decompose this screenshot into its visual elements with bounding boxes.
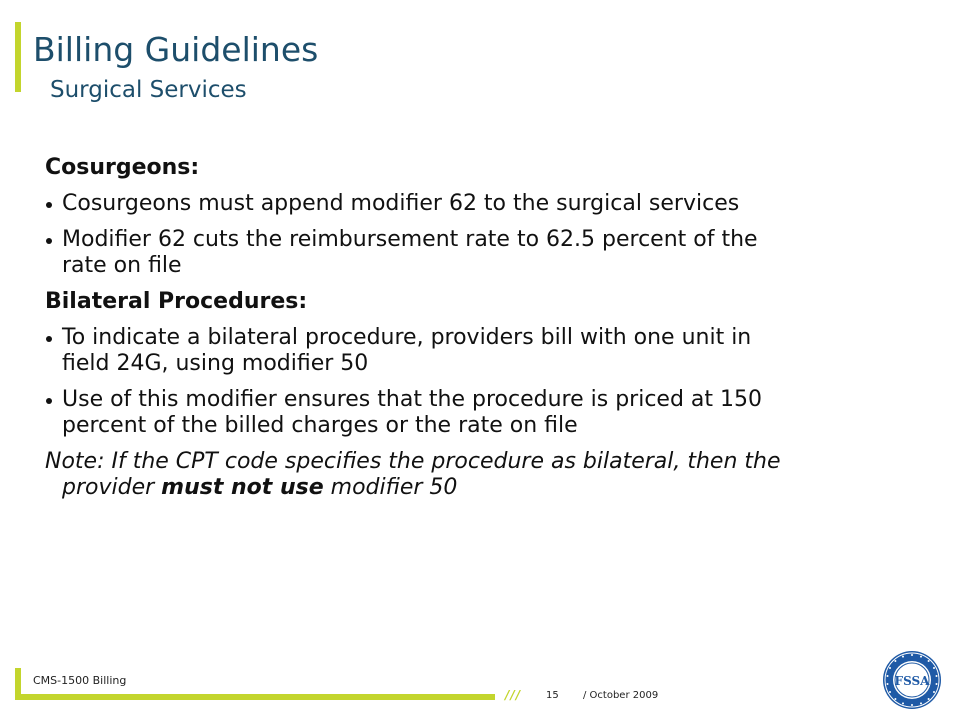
slide-content (45, 155, 805, 501)
note-emphasis: must not use (161, 475, 324, 500)
bullet-text: Use of this modifier ensures that the procedure is priced at 150 percent of the billed charges or the rate on file (62, 387, 763, 438)
bullet-dot-icon (46, 336, 52, 342)
bullet-item (45, 387, 805, 439)
section-cosurgeons (45, 155, 805, 279)
title-accent-bar (15, 22, 21, 92)
footer-label: CMS-1500 Billing (33, 674, 127, 687)
bullet-item (45, 191, 805, 217)
bullet-dot-icon (46, 398, 52, 404)
bullet-list (45, 325, 805, 439)
note-suffix: modifier 50 (323, 475, 458, 500)
bullet-text: Cosurgeons must append modifier 62 to the surgical services (62, 191, 740, 216)
svg-text:FSSA: FSSA (894, 674, 930, 688)
slide-title: Billing Guidelines (33, 30, 319, 69)
section-bilateral-procedures (45, 289, 805, 439)
section-heading: Bilateral Procedures: (45, 289, 308, 314)
fssa-seal-logo (882, 650, 942, 710)
page-number: 15 (546, 690, 559, 701)
section-heading: Cosurgeons: (45, 155, 200, 180)
note-text (45, 449, 805, 501)
bullet-text: Modifier 62 cuts the reimbursement rate to 62.5 percent of the rate on file (62, 227, 758, 278)
bullet-text: To indicate a bilateral procedure, providers bill with one unit in field 24G, using modifier 50 (62, 325, 752, 376)
footer-accent-bar-horizontal (15, 694, 495, 700)
bullet-item (45, 227, 805, 279)
bullet-list (45, 191, 805, 279)
slide-subtitle: Surgical Services (50, 77, 247, 103)
note-prefix: Note: If the CPT code specifies the procedure as bilateral, then the provider (45, 449, 781, 500)
footer-slashes: /// (505, 688, 522, 702)
bullet-item (45, 325, 805, 377)
bullet-dot-icon (46, 238, 52, 244)
bullet-dot-icon (46, 202, 52, 208)
footer-date: / October 2009 (583, 690, 659, 701)
